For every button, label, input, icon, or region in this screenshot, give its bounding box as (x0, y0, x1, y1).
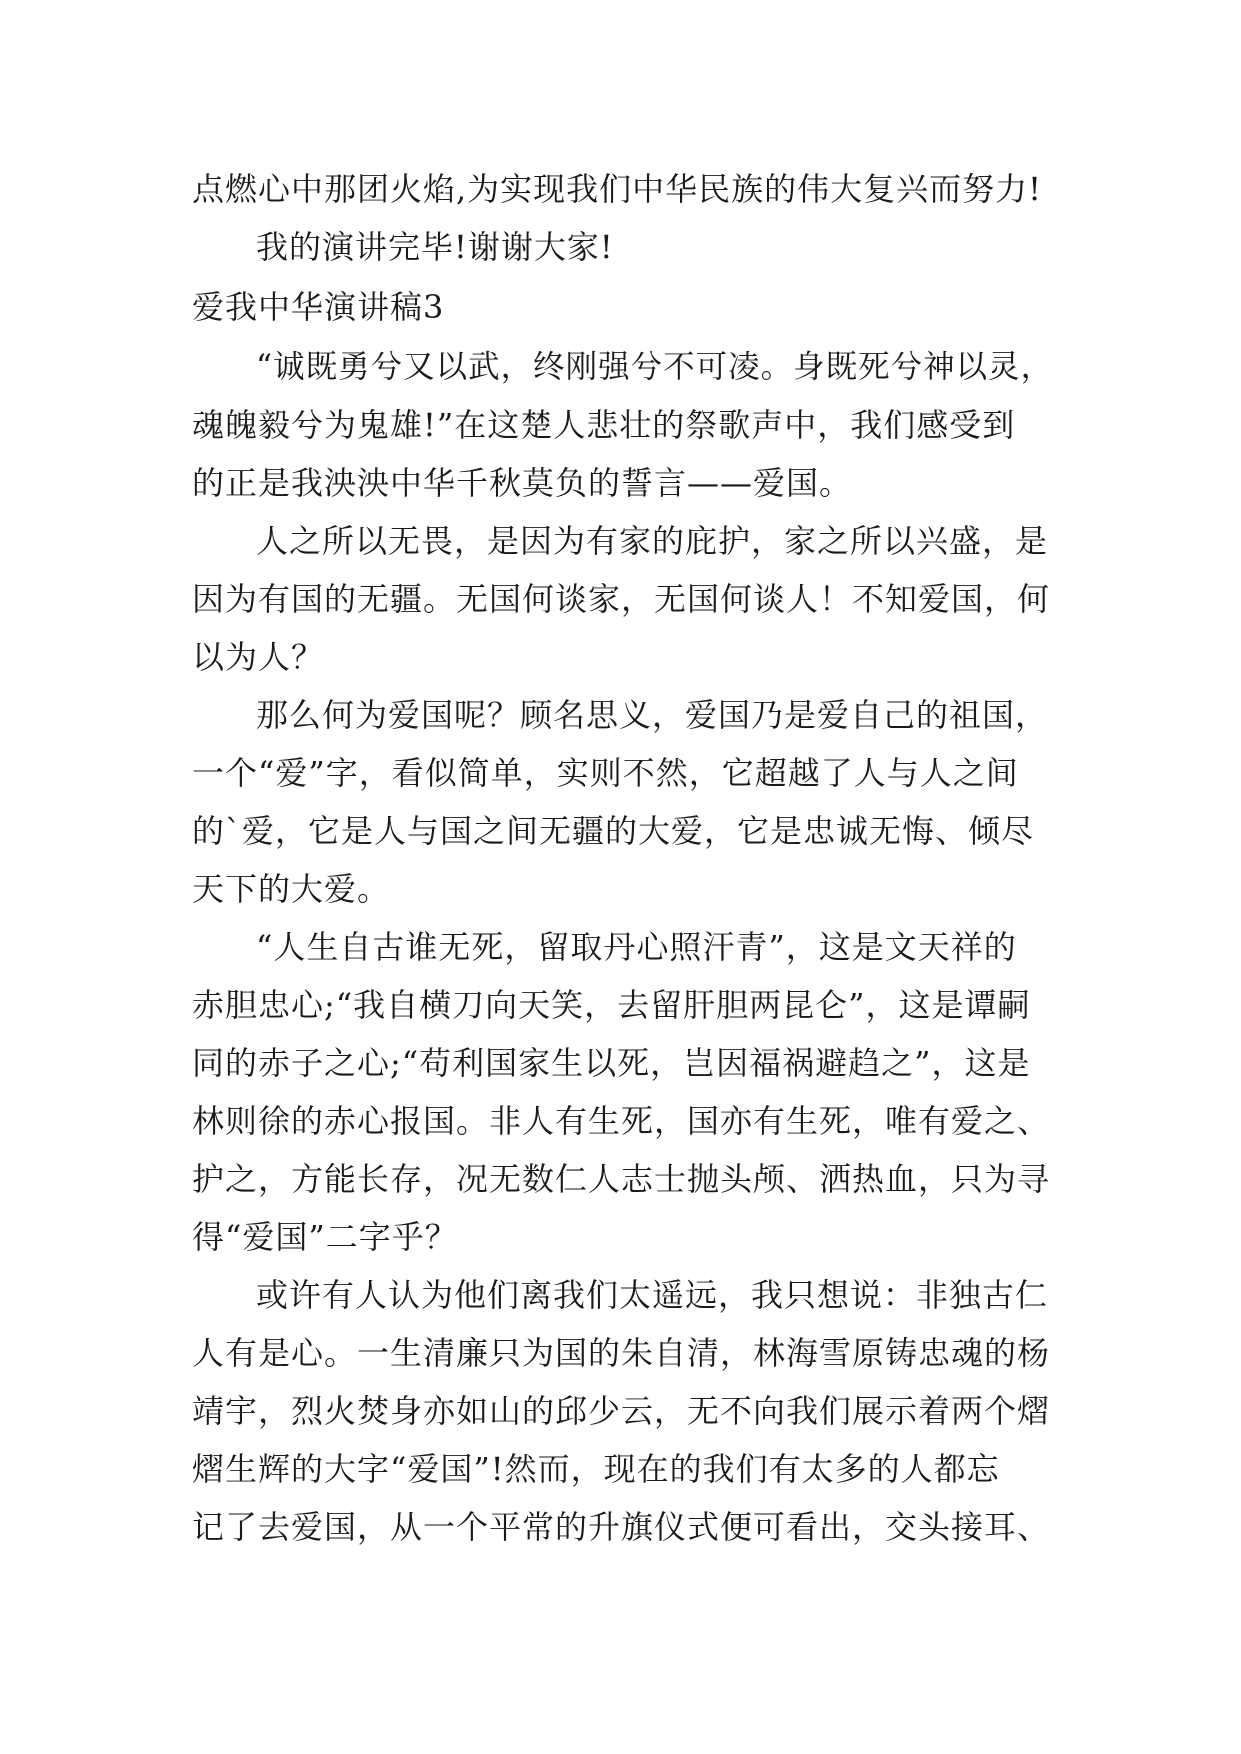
paragraph (192, 918, 1060, 1266)
paragraph (192, 512, 1060, 686)
text-line: 的`爱，它是人与国之间无疆的大爱，它是忠诚无悔、倾尽 (192, 812, 1035, 850)
heading-text: 爱我中华演讲稿3 (192, 288, 445, 326)
text-line: 熠生辉的大字“爱国”!然而，现在的我们有太多的人都忘 (192, 1450, 1000, 1488)
paragraph (192, 686, 1060, 918)
text-line: 或许有人认为他们离我们太遥远，我只想说：非独古仁 (256, 1276, 1049, 1314)
text-line: 那么何为爱国呢？顾名思义，爱国乃是爱自己的祖国， (256, 696, 1049, 734)
text-line: 一个“爱”字，看似简单，实则不然，它超越了人与人之间 (192, 754, 1019, 792)
section-heading (192, 276, 1060, 338)
paragraph (192, 160, 1060, 218)
paragraph (192, 1266, 1060, 1556)
text-line: 同的赤子之心;“苟利国家生以死，岂因福祸避趋之”，这是 (192, 1044, 1031, 1082)
text-line: 因为有国的无疆。无国何谈家，无国何谈人！不知爱国，何 (192, 580, 1051, 618)
text-line: 天下的大爱。 (192, 870, 391, 908)
text-line: 我的演讲完毕!谢谢大家! (256, 228, 614, 266)
text-line: 点燃心中那团火焰,为实现我们中华民族的伟大复兴而努力! (192, 170, 1043, 208)
text-line: 以为人？ (192, 638, 325, 676)
document-body (192, 160, 1060, 1556)
text-line: 的正是我泱泱中华千秋莫负的誓言——爱国。 (192, 464, 853, 502)
text-line: 得“爱国”二字乎？ (192, 1218, 458, 1256)
text-line: 护之，方能长存，况无数仁人志士抛头颅、洒热血，只为寻 (192, 1160, 1051, 1198)
paragraph (192, 338, 1060, 512)
text-line: 记了去爱国，从一个平常的升旗仪式便可看出，交头接耳、 (192, 1508, 1051, 1546)
text-line: 赤胆忠心;“我自横刀向天笑，去留肝胆两昆仑”，这是谭嗣 (192, 986, 1031, 1024)
text-line: 林则徐的赤心报国。非人有生死，国亦有生死，唯有爱之、 (192, 1102, 1051, 1140)
text-line: 魂魄毅兮为鬼雄!”在这楚人悲壮的祭歌声中，我们感受到 (192, 406, 1016, 444)
text-line: 人有是心。一生清廉只为国的朱自清，林海雪原铸忠魂的杨 (192, 1334, 1051, 1372)
text-line: 人之所以无畏，是因为有家的庇护，家之所以兴盛，是 (256, 522, 1049, 560)
text-line: “人生自古谁无死，留取丹心照汗青”，这是文天祥的 (256, 928, 1017, 966)
text-line: 靖宇，烈火焚身亦如山的邱少云，无不向我们展示着两个熠 (192, 1392, 1051, 1430)
text-line: “诚既勇兮又以武，终刚强兮不可凌。身既死兮神以灵， (256, 349, 1054, 385)
paragraph (192, 218, 1060, 276)
